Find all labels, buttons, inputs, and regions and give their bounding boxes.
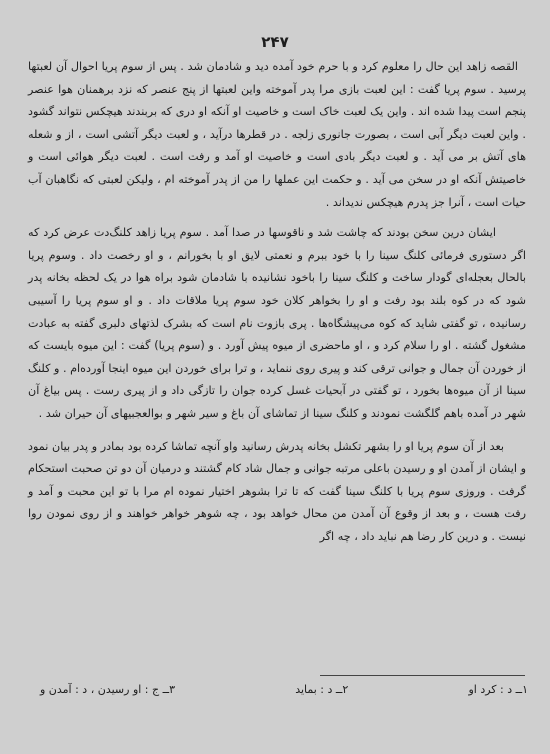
footnote-1: ۱ــ د : کرد او bbox=[468, 683, 528, 696]
paragraph-2: ایشان درین سخن بودند که چاشت شد و ناقوسها در صدا آمد . سوم پریا زاهد کلنگ‌دت عرض کرد که اگر دستوری فرمائی کلنگ سینا را با خود ببرم و نعمتی لایق او با بخورانم ، و او رخصت داد . وسوم پریا بالحال بعجله‌ای گودار ساخت و کلنگ سینا را باخود نشانیده با شادمان شود براه هوا در یک لحظه بخانه پدر شود که در کوه بلند بود رفت و او را بخواهر کلان خود سوم پریا ملاقات داد . و او سوم پریا را آسیبی رسانیده ، تو گفتی شاید که کوه می‌پیشگاه‌ها . پری بازوت نام است که بشرک لذتهای دلبری گفته به عبادت مشغول گشته . او را سلام کرد و ، او ماحضری از میوه پیش آورد . و (سوم پریا) گفت : این میوه بایست که از خوردن آن جمال و جوانی ترقی کند و پیری روی ننماید ، و ترا برای خوردن این میوه اینجا آورده‌ام . و کلنگ سینا از آن میوه‌ها بخورد ، تو گفتی در آبحیات غسل کرده جوان را تازگی داد و از پیری رست . پس بیاغ آن شهر در آمده باهم گلگشت نمودند و کلنگ سینا از تماشای آن باغ و سیر شهر و بوالعجبیهای آن حیران شد . bbox=[28, 226, 526, 420]
footnote-divider bbox=[320, 675, 525, 676]
paragraph-3: بعد از آن سوم پریا او را بشهر تکشل بخانه پدرش رسانید واو آنچه تماشا کرده بود بمادر و پدر بیان نمود و ایشان از آمدن او و رسیدن باعلی مرتبه جوانی و جمال شاد کام گشتند و درمیان آن دو تن صحبت استحکام گرفت . وروزی سوم پریا با کلنگ سینا گفت که تا ترا بشوهر اختیار نموده ام مرا با تو این محبت و آمد و رفت هست ، و بعد از وقوع آن آمدن من محال خواهد بود ، چه شوهر خواهر خواهند و از روی نمودن روا نیست . و درین کار رضا هم نباید داد ، چه اگر bbox=[28, 439, 526, 543]
footnotes bbox=[40, 683, 528, 696]
footnote-2: ۲ــ د : بماید bbox=[295, 683, 349, 696]
page-number: ۲۴۷ bbox=[261, 33, 289, 51]
body-text bbox=[28, 56, 526, 548]
footnote-3: ۳ــ ج : او رسیدن ، د : آمدن و bbox=[40, 683, 175, 696]
paragraph-1: القصه زاهد این حال را معلوم کرد و با حرم خود آمده دید و شادمان شد . پس از سوم پریا احوال آن لعبتها پرسید . سوم پریا گفت : این لعبت بازی مرا پدر آموخته واین لعبتها از پنج عنصر که نزد برهمنان هوا عنصر پنجم است پیدا شده اند . واین یک لعبت خاک است و خاصیت او آنکه او دری که بربندند هیچکس نتواند گشود . واین لعبت دیگر آبی است ، بصورت جانوری زلجه . در قطرها درآید ، و لعبت دیگر آتشی است ، از و شعله های آتش بر می آید . و لعبت دیگر بادی است و خاصیت او آمد و رفت است . لعبت دیگر هوائی است و خاصیتش آنکه او در سخن می آید . و حکمت این عملها را من از پدر آموخته ام ، ولیکن لعبتی که نگاهبان آب حیات است ، آنرا جز پدرم هیچکس ندیداند . bbox=[28, 60, 526, 209]
